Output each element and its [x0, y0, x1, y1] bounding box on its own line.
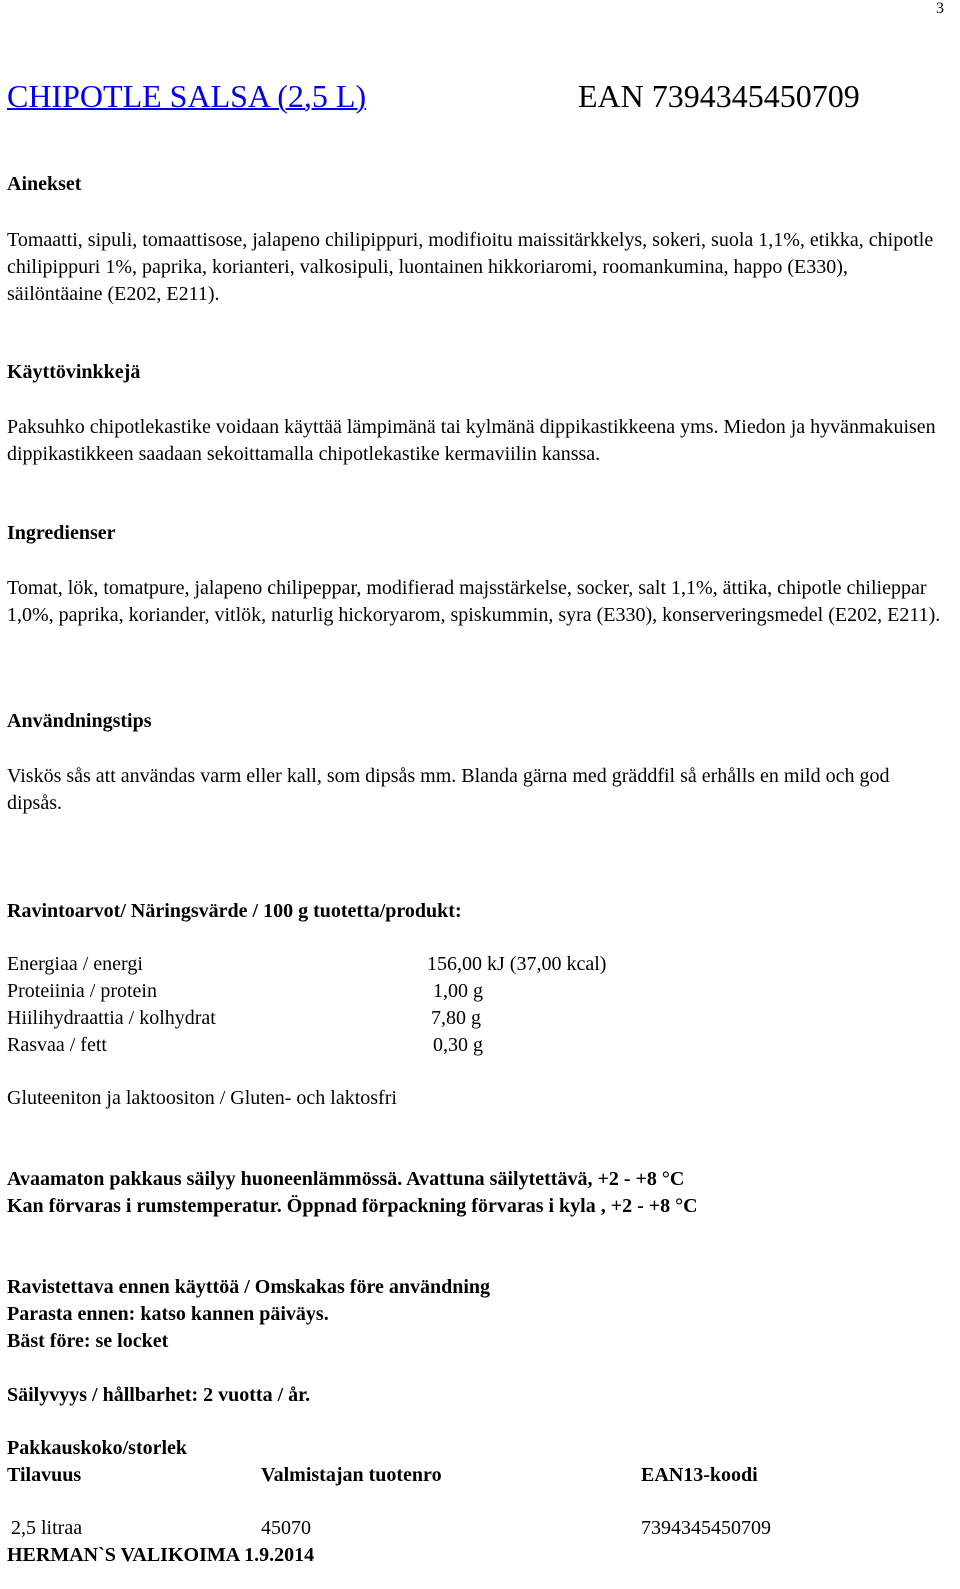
gluten-lactose-note: Gluteeniton ja laktoositon / Gluten- och laktosfri	[7, 1087, 397, 1109]
kayttovinkkeja-heading: Käyttövinkkejä	[7, 361, 141, 383]
product-title-link[interactable]: CHIPOTLE SALSA (2,5 L)	[7, 78, 367, 114]
storage-line-fi: Avaamaton pakkaus säilyy huoneenlämmössä. Avattuna säilytettävä, +2 - +8 °C	[7, 1168, 685, 1190]
package-ean-value: 7394345450709	[641, 1517, 771, 1539]
shelf-life: Säilyvyys / hållbarhet: 2 vuotta / år.	[7, 1384, 311, 1406]
ean-code: EAN 7394345450709	[578, 78, 860, 114]
nutrition-label-energy: Energiaa / energi	[7, 953, 143, 975]
package-col-product-number-header: Valmistajan tuotenro	[261, 1464, 442, 1486]
best-before-sv: Bäst före: se locket	[7, 1330, 169, 1352]
nutrition-label-protein: Proteiinia / protein	[7, 980, 157, 1002]
package-volume-value: 2,5 litraa	[11, 1517, 83, 1539]
anvandningstips-text: Viskös sås att användas varm eller kall, som dipsås mm. Blanda gärna med gräddfil så erhålls en mild och god dipsås.	[7, 765, 890, 814]
nutrition-value-carbs: 7,80 g	[431, 1007, 481, 1029]
package-product-number-value: 45070	[261, 1517, 311, 1539]
nutrition-value-energy: 156,00 kJ (37,00 kcal)	[427, 953, 607, 975]
nutrition-label-fat: Rasvaa / fett	[7, 1034, 107, 1056]
nutrition-value-fat: 0,30 g	[433, 1034, 483, 1056]
nutrition-heading: Ravintoarvot/ Näringsvärde / 100 g tuotetta/produkt:	[7, 900, 462, 922]
ingredienser-text: Tomat, lök, tomatpure, jalapeno chilipeppar, modifierad majsstärkelse, socker, salt 1,1%, ättika, chipotle chilieppar 1,0%, paprika, koriander, vitlök, naturlig hickoryarom, spiskummin, syra (E330), konserveringsmedel (E202, E211).	[7, 577, 941, 626]
nutrition-value-protein: 1,00 g	[433, 980, 483, 1002]
best-before-fi: Parasta ennen: katso kannen päiväys.	[7, 1303, 329, 1325]
footer-text: HERMAN`S VALIKOIMA 1.9.2014	[7, 1544, 315, 1566]
package-heading: Pakkauskoko/storlek	[7, 1437, 188, 1459]
anvandningstips-heading: Användningstips	[7, 710, 152, 732]
nutrition-label-carbs: Hiilihydraattia / kolhydrat	[7, 1007, 216, 1029]
storage-line-sv: Kan förvaras i rumstemperatur. Öppnad förpackning förvaras i kyla , +2 - +8 °C	[7, 1195, 698, 1217]
ingredienser-heading: Ingredienser	[7, 522, 116, 544]
page-number: 3	[936, 0, 944, 17]
package-col-ean-header: EAN13-koodi	[641, 1464, 758, 1486]
kayttovinkkeja-text: Paksuhko chipotlekastike voidaan käyttää lämpimänä tai kylmänä dippikastikkeena yms. Miedon ja hyvänmakuisen dippikastikkeen saadaan sekoittamalla chipotlekastike kermaviilin kanssa.	[7, 416, 936, 465]
ainekset-heading: Ainekset	[7, 173, 82, 195]
ainekset-text: Tomaatti, sipuli, tomaattisose, jalapeno chilipippuri, modifioitu maissitärkkelys, sokeri, suola 1,1%, etikka, chipotle chilipippuri 1%, paprika, korianteri, valkosipuli, luontainen hikkoriaromi, roomankumina, happo (E330), säilöntäaine (E202, E211).	[7, 229, 934, 305]
shake-note: Ravistettava ennen käyttöä / Omskakas före användning	[7, 1276, 491, 1298]
package-col-volume-header: Tilavuus	[7, 1464, 82, 1486]
